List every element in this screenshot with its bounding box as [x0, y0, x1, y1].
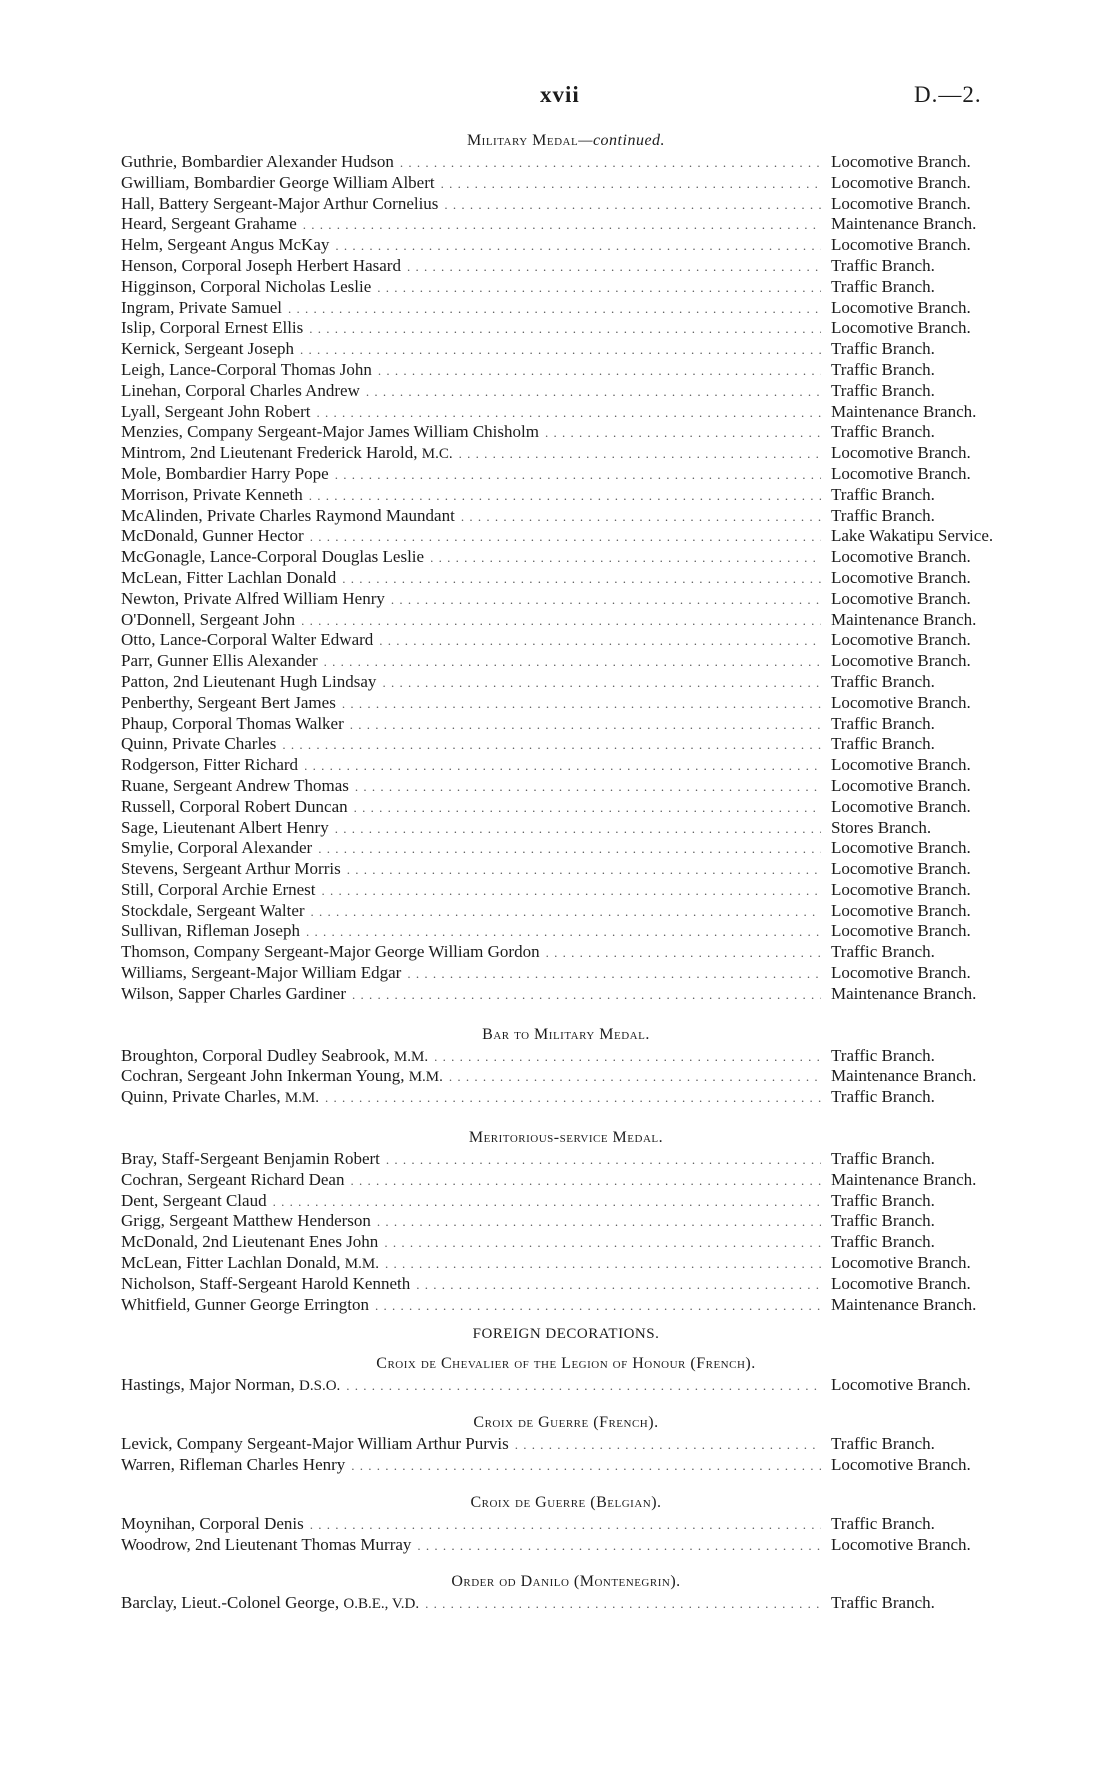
branch-name: Locomotive Branch. — [831, 588, 971, 608]
dot-leader — [379, 631, 821, 652]
branch-name: Traffic Branch. — [831, 1045, 935, 1065]
recipient-name: Otto, Lance-Corporal Walter Edward — [121, 630, 374, 650]
list-item — [121, 651, 1011, 672]
list-item — [121, 589, 1011, 610]
branch-name: Traffic Branch. — [831, 1434, 935, 1454]
recipient-name: Morrison, Private Kenneth — [121, 484, 303, 504]
order-of-danilo-heading: Order od Danilo (Montenegrin). — [451, 1573, 681, 1591]
recipient-name: Barclay, Lieut.-Colonel George, O.B.E., V.D. — [121, 1593, 420, 1613]
dot-leader — [311, 902, 821, 923]
list-item — [121, 610, 1011, 631]
recipient-name: Still, Corporal Archie Ernest — [121, 879, 316, 899]
branch-name: Locomotive Branch. — [831, 152, 971, 171]
list-item — [121, 485, 1011, 506]
dot-leader — [273, 1192, 821, 1213]
recipient-name: Linehan, Corporal Charles Andrew — [121, 380, 360, 400]
dot-leader — [350, 1171, 821, 1192]
recipient-name: Penberthy, Sergeant Bert James — [121, 692, 336, 712]
list-item — [121, 818, 1011, 839]
dot-leader — [317, 403, 822, 424]
military-medal-list — [121, 152, 1011, 1005]
dot-leader — [400, 153, 821, 174]
dot-leader — [386, 1150, 821, 1171]
recipient-name: Hastings, Major Norman, D.S.O. — [121, 1375, 341, 1395]
list-item — [121, 1066, 1011, 1087]
list-item — [121, 859, 1011, 880]
recipient-name: Grigg, Sergeant Matthew Henderson — [121, 1211, 371, 1231]
recipient-name: Smylie, Corporal Alexander — [121, 838, 313, 858]
list-item — [121, 1535, 1011, 1556]
recipient-name: Bray, Staff-Sergeant Benjamin Robert — [121, 1149, 380, 1169]
branch-name: Maintenance Branch. — [831, 1066, 977, 1086]
dot-leader — [351, 1456, 821, 1477]
branch-name: Traffic Branch. — [831, 671, 935, 691]
recipient-name: Wilson, Sapper Charles Gardiner — [121, 983, 346, 1003]
recipient-name: Guthrie, Bombardier Alexander Hudson — [121, 152, 394, 171]
recipient-name: Nicholson, Staff-Sergeant Harold Kenneth — [121, 1273, 411, 1293]
dot-leader — [303, 215, 821, 236]
branch-name: Traffic Branch. — [831, 713, 935, 733]
branch-name: Traffic Branch. — [831, 359, 935, 379]
dot-leader — [382, 673, 821, 694]
dot-leader — [545, 423, 821, 444]
list-item — [121, 1274, 1011, 1295]
branch-name: Traffic Branch. — [831, 422, 935, 442]
dot-leader — [407, 257, 821, 278]
list-item — [121, 277, 1011, 298]
recipient-name: McDonald, Gunner Hector — [121, 526, 304, 546]
recipient-name: Heard, Sergeant Grahame — [121, 214, 297, 234]
dot-leader — [335, 819, 821, 840]
list-item — [121, 318, 1011, 339]
list-item — [121, 942, 1011, 963]
recipient-name: Warren, Rifleman Charles Henry — [121, 1455, 346, 1475]
list-item — [121, 443, 1011, 464]
dot-leader — [546, 943, 821, 964]
recipient-name: Broughton, Corporal Dudley Seabrook, M.M. — [121, 1045, 429, 1065]
recipient-name: Thomson, Company Sergeant-Major George William Gordon — [121, 942, 540, 962]
list-item — [121, 152, 1011, 173]
branch-name: Locomotive Branch. — [831, 859, 971, 879]
branch-name: Traffic Branch. — [831, 276, 935, 296]
dot-leader — [515, 1435, 821, 1456]
order-of-danilo-list — [121, 1593, 1011, 1614]
branch-name: Maintenance Branch. — [831, 983, 977, 1003]
dot-leader — [309, 486, 821, 507]
branch-name: Locomotive Branch. — [831, 318, 971, 338]
page-number: xvii — [540, 82, 580, 107]
branch-name: Traffic Branch. — [831, 255, 935, 275]
recipient-name: Levick, Company Sergeant-Major William Arthur Purvis — [121, 1434, 509, 1454]
recipient-name: Mintrom, 2nd Lieutenant Frederick Harold, M.C. — [121, 443, 453, 463]
dot-leader — [378, 361, 821, 382]
dot-leader — [350, 715, 821, 736]
croix-de-guerre-french-heading: Croix de Guerre (French). — [473, 1414, 659, 1432]
post-nominals: D.S.O. — [299, 1378, 341, 1395]
list-item — [121, 194, 1011, 215]
branch-name: Maintenance Branch. — [831, 401, 977, 421]
branch-name: Traffic Branch. — [831, 1087, 935, 1107]
list-item — [121, 838, 1011, 859]
recipient-name: O'Donnell, Sergeant John — [121, 609, 296, 629]
recipient-name: Stockdale, Sergeant Walter — [121, 900, 305, 920]
dot-leader — [441, 174, 821, 195]
recipient-name: Stevens, Sergeant Arthur Morris — [121, 859, 341, 879]
recipient-name: Cochran, Sergeant John Inkerman Young, M.M. — [121, 1066, 443, 1086]
list-item — [121, 693, 1011, 714]
branch-name: Traffic Branch. — [831, 734, 935, 754]
list-item — [121, 1170, 1011, 1191]
branch-name: Maintenance Branch. — [831, 214, 977, 234]
dot-leader — [342, 694, 821, 715]
recipient-name: Hall, Battery Sergeant-Major Arthur Cornelius — [121, 193, 439, 213]
recipient-name: Patton, 2nd Lieutenant Hugh Lindsay — [121, 671, 377, 691]
recipient-name: Newton, Private Alfred William Henry — [121, 588, 385, 608]
list-item — [121, 526, 1011, 547]
recipient-name: Islip, Corporal Ernest Ellis — [121, 318, 304, 338]
list-item — [121, 1232, 1011, 1253]
recipient-name: McGonagle, Lance-Corporal Douglas Leslie — [121, 547, 425, 567]
continued-note: —continued. — [578, 132, 666, 149]
list-item — [121, 963, 1011, 984]
dot-leader — [352, 985, 821, 1006]
dot-leader — [459, 444, 821, 465]
list-item — [121, 235, 1011, 256]
branch-name: Maintenance Branch. — [831, 1169, 977, 1189]
meritorious-service-medal-list — [121, 1149, 1011, 1315]
list-item — [121, 402, 1011, 423]
dot-leader — [282, 735, 821, 756]
list-item — [121, 734, 1011, 755]
recipient-name: Parr, Gunner Ellis Alexander — [121, 651, 318, 671]
dot-leader — [354, 798, 821, 819]
dot-leader — [335, 236, 821, 257]
branch-name: Locomotive Branch. — [831, 921, 971, 941]
branch-name: Stores Branch. — [831, 817, 932, 837]
dot-leader — [385, 1254, 821, 1275]
decorations-list — [121, 130, 1011, 1614]
recipient-name: Phaup, Corporal Thomas Walker — [121, 713, 344, 733]
post-nominals: M.M. — [344, 1256, 379, 1273]
dot-leader — [300, 340, 821, 361]
document-reference: D.—2. — [914, 82, 982, 107]
list-item — [121, 880, 1011, 901]
branch-name: Locomotive Branch. — [831, 651, 971, 671]
list-item — [121, 1211, 1011, 1232]
list-item — [121, 714, 1011, 735]
list-item — [121, 1191, 1011, 1212]
dot-leader — [461, 507, 821, 528]
recipient-name: Sullivan, Rifleman Joseph — [121, 921, 300, 941]
recipient-name: Leigh, Lance-Corporal Thomas John — [121, 359, 372, 379]
branch-name: Locomotive Branch. — [831, 838, 971, 858]
recipient-name: Sage, Lieutenant Albert Henry — [121, 817, 329, 837]
foreign-decorations-heading: FOREIGN DECORATIONS. — [472, 1326, 660, 1343]
list-item — [121, 298, 1011, 319]
branch-name: Traffic Branch. — [831, 339, 935, 359]
branch-name: Locomotive Branch. — [831, 1455, 971, 1475]
recipient-name: Quinn, Private Charles — [121, 734, 277, 754]
branch-name: Maintenance Branch. — [831, 1294, 977, 1314]
dot-leader — [417, 1536, 821, 1557]
dot-leader — [384, 1233, 821, 1254]
list-item — [121, 422, 1011, 443]
branch-name: Locomotive Branch. — [831, 692, 971, 712]
list-item — [121, 921, 1011, 942]
branch-name: Locomotive Branch. — [831, 443, 971, 463]
dot-leader — [324, 652, 821, 673]
recipient-name: Lyall, Sergeant John Robert — [121, 401, 311, 421]
dot-leader — [355, 777, 821, 798]
dot-leader — [430, 548, 821, 569]
recipient-name: Whitfield, Gunner George Errington — [121, 1294, 370, 1314]
list-item — [121, 901, 1011, 922]
list-item — [121, 672, 1011, 693]
dot-leader — [306, 922, 821, 943]
croix-de-guerre-french-list — [121, 1434, 1011, 1476]
list-item — [121, 339, 1011, 360]
dot-leader — [318, 839, 821, 860]
list-item — [121, 173, 1011, 194]
list-item — [121, 776, 1011, 797]
dot-leader — [375, 1296, 821, 1317]
dot-leader — [444, 195, 821, 216]
branch-name: Traffic Branch. — [831, 1232, 935, 1252]
list-item — [121, 547, 1011, 568]
branch-name: Locomotive Branch. — [831, 796, 971, 816]
dot-leader — [377, 1212, 821, 1233]
bar-to-military-medal-heading: Bar to Military Medal. — [482, 1025, 650, 1043]
branch-name: Locomotive Branch. — [831, 775, 971, 795]
list-item — [121, 984, 1011, 1005]
list-item — [121, 381, 1011, 402]
branch-name: Locomotive Branch. — [831, 297, 971, 317]
meritorious-service-medal-heading: Meritorious-service Medal. — [468, 1129, 664, 1147]
dot-leader — [346, 1376, 821, 1397]
recipient-name: Ruane, Sergeant Andrew Thomas — [121, 775, 349, 795]
recipient-name: Mole, Bombardier Harry Pope — [121, 463, 329, 483]
branch-name: Traffic Branch. — [831, 505, 935, 525]
dot-leader — [310, 527, 821, 548]
post-nominals: M.M. — [284, 1090, 320, 1107]
branch-name: Locomotive Branch. — [831, 1253, 971, 1273]
dot-leader — [347, 860, 821, 881]
dot-leader — [377, 278, 821, 299]
croix-de-guerre-belgian-list — [121, 1514, 1011, 1556]
branch-name: Locomotive Branch. — [831, 193, 971, 213]
branch-name: Traffic Branch. — [831, 1513, 935, 1533]
post-nominals: M.M. — [393, 1048, 429, 1065]
list-item — [121, 568, 1011, 589]
dot-leader — [391, 590, 821, 611]
dot-leader — [325, 1088, 821, 1109]
croix-de-guerre-belgian-heading: Croix de Guerre (Belgian). — [470, 1493, 662, 1511]
list-item — [121, 1253, 1011, 1274]
list-item — [121, 755, 1011, 776]
recipient-name: McDonald, 2nd Lieutenant Enes John — [121, 1232, 379, 1252]
legion-of-honour-heading: Croix de Chevalier of the Legion of Honour (French). — [376, 1355, 756, 1373]
branch-name: Locomotive Branch. — [831, 1534, 971, 1554]
dot-leader — [407, 964, 821, 985]
dot-leader — [310, 1515, 821, 1536]
dot-leader — [342, 569, 821, 590]
recipient-name: Dent, Sergeant Claud — [121, 1190, 267, 1210]
list-item — [121, 506, 1011, 527]
list-item — [121, 1295, 1011, 1316]
recipient-name: Kernick, Sergeant Joseph — [121, 339, 294, 359]
legion-of-honour-list — [121, 1375, 1011, 1396]
post-nominals: M.M. — [408, 1069, 443, 1086]
branch-name: Locomotive Branch. — [831, 879, 971, 899]
recipient-name: McLean, Fitter Lachlan Donald, M.M. — [121, 1253, 379, 1273]
dot-leader — [434, 1047, 821, 1068]
dot-leader — [416, 1275, 821, 1296]
post-nominals: O.B.E., V.D. — [343, 1596, 420, 1613]
page-header — [0, 76, 1114, 116]
branch-name: Traffic Branch. — [831, 1149, 935, 1169]
branch-name: Locomotive Branch. — [831, 755, 971, 775]
dot-leader — [335, 465, 821, 486]
branch-name: Traffic Branch. — [831, 942, 935, 962]
dot-leader — [301, 611, 821, 632]
list-item — [121, 256, 1011, 277]
dot-leader — [425, 1594, 821, 1615]
branch-name: Locomotive Branch. — [831, 963, 971, 983]
branch-name: Traffic Branch. — [831, 380, 935, 400]
branch-name: Locomotive Branch. — [831, 1273, 971, 1293]
recipient-name: Russell, Corporal Robert Duncan — [121, 796, 348, 816]
dot-leader — [309, 319, 821, 340]
list-item — [121, 1593, 1011, 1614]
list-item — [121, 1455, 1011, 1476]
branch-name: Lake Wakatipu Service. — [831, 526, 994, 546]
list-item — [121, 630, 1011, 651]
list-item — [121, 1046, 1011, 1067]
branch-name: Traffic Branch. — [831, 1593, 935, 1613]
recipient-name: Henson, Corporal Joseph Herbert Hasard — [121, 255, 401, 275]
list-item — [121, 1434, 1011, 1455]
branch-name: Locomotive Branch. — [831, 1375, 971, 1395]
branch-name: Traffic Branch. — [831, 1211, 935, 1231]
recipient-name: Moynihan, Corporal Denis — [121, 1513, 304, 1533]
recipient-name: Williams, Sergeant-Major William Edgar — [121, 963, 402, 983]
branch-name: Maintenance Branch. — [831, 609, 977, 629]
list-item — [121, 1087, 1011, 1108]
recipient-name: Gwilliam, Bombardier George William Albert — [121, 172, 435, 192]
dot-leader — [304, 756, 821, 777]
dot-leader — [288, 299, 821, 320]
recipient-name: Menzies, Company Sergeant-Major James William Chisholm — [121, 422, 539, 442]
dot-leader — [449, 1067, 821, 1088]
branch-name: Locomotive Branch. — [831, 463, 971, 483]
dot-leader — [366, 382, 821, 403]
recipient-name: McAlinden, Private Charles Raymond Maundant — [121, 505, 455, 525]
list-item — [121, 1149, 1011, 1170]
recipient-name: Helm, Sergeant Angus McKay — [121, 235, 330, 255]
branch-name: Locomotive Branch. — [831, 172, 971, 192]
list-item — [121, 214, 1011, 235]
recipient-name: Rodgerson, Fitter Richard — [121, 755, 299, 775]
recipient-name: Quinn, Private Charles, M.M. — [121, 1087, 320, 1107]
recipient-name: Ingram, Private Samuel — [121, 297, 282, 317]
branch-name: Locomotive Branch. — [831, 547, 971, 567]
branch-name: Locomotive Branch. — [831, 900, 971, 920]
branch-name: Traffic Branch. — [831, 484, 935, 504]
military-medal-heading: Military Medal—continued. — [466, 132, 666, 149]
recipient-name: Woodrow, 2nd Lieutenant Thomas Murray — [121, 1534, 412, 1554]
recipient-name: McLean, Fitter Lachlan Donald — [121, 567, 337, 587]
list-item — [121, 797, 1011, 818]
list-item — [121, 360, 1011, 381]
post-nominals: M.C. — [421, 446, 453, 463]
branch-name: Locomotive Branch. — [831, 235, 971, 255]
bar-to-military-medal-list — [121, 1046, 1011, 1108]
branch-name: Locomotive Branch. — [831, 567, 971, 587]
recipient-name: Cochran, Sergeant Richard Dean — [121, 1169, 345, 1189]
branch-name: Locomotive Branch. — [831, 630, 971, 650]
list-item — [121, 1375, 1011, 1396]
branch-name: Traffic Branch. — [831, 1190, 935, 1210]
list-item — [121, 464, 1011, 485]
list-item — [121, 1514, 1011, 1535]
recipient-name: Higginson, Corporal Nicholas Leslie — [121, 276, 372, 296]
dot-leader — [322, 881, 821, 902]
